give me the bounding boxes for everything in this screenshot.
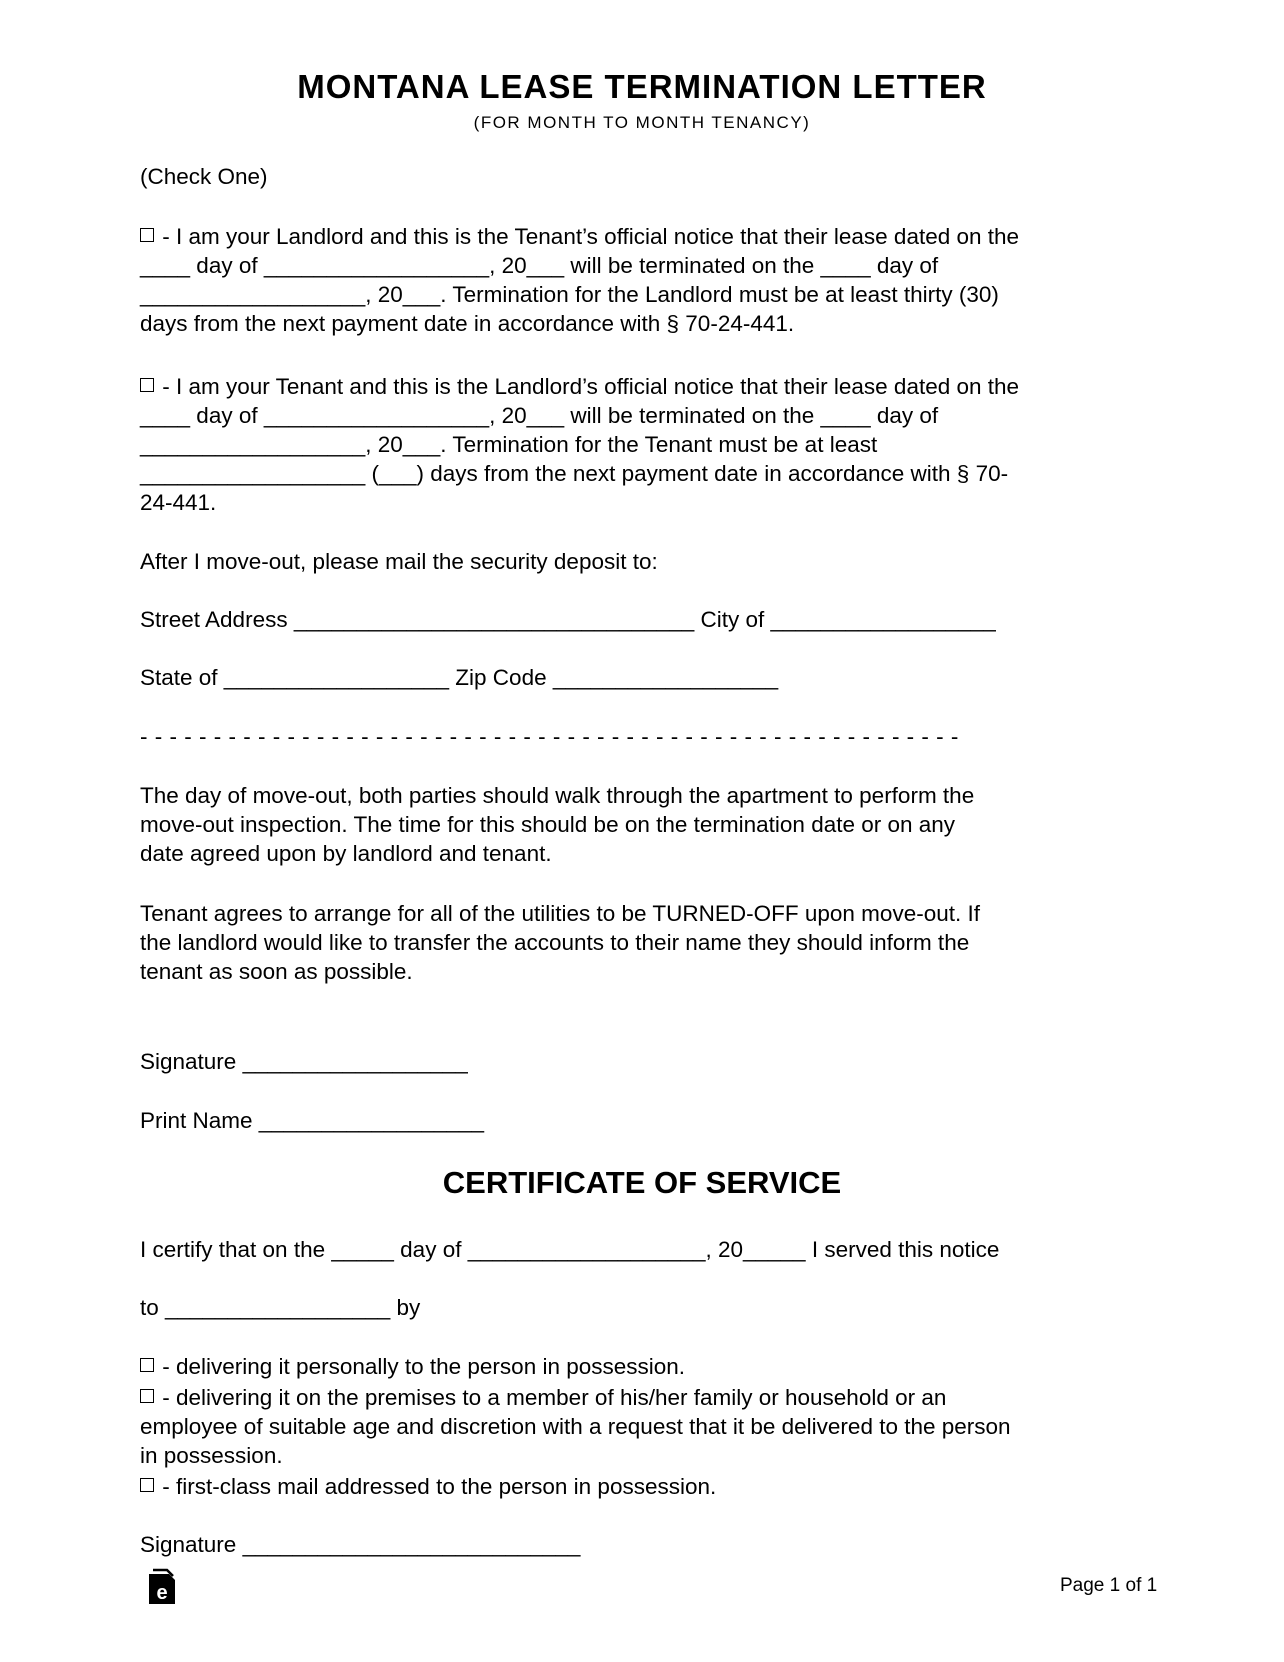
inspection-line1: The day of move-out, both parties should walk through the apartment to perform the (140, 783, 975, 808)
separator-line: - - - - - - - - - - - - - - - - - - - - - - - - - - - - - - - - - - - - - - - - - - - - - - - - - - - - - - - - (140, 724, 959, 749)
check-one-label: (Check One) (140, 164, 268, 189)
tenant-option-line3: __________________, 20___. Termination for the Tenant must be at least (140, 432, 878, 457)
tenant-option-line5: 24-441. (140, 490, 217, 515)
certificate-title: CERTIFICATE OF SERVICE (442, 1165, 842, 1200)
landlord-option-line3: __________________, 20___. Termination for the Landlord must be at least thirty (30) (140, 282, 999, 307)
svg-text:e: e (156, 1582, 168, 1604)
utilities-line2: the landlord would like to transfer the accounts to their name they should inform the (140, 930, 970, 955)
page-number: Page 1 of 1 (1060, 1575, 1158, 1596)
utilities-line3: tenant as soon as possible. (140, 959, 413, 984)
service-option-premises-line3: in possession. (140, 1443, 283, 1468)
utilities-line1: Tenant agrees to arrange for all of the utilities to be TURNED-OFF upon move-out. If (140, 901, 980, 926)
tenant-checkbox[interactable] (140, 378, 154, 392)
inspection-line3: date agreed upon by landlord and tenant. (140, 841, 552, 866)
landlord-option-line2: ____ day of __________________, 20___ will be terminated on the ____ day of (140, 253, 939, 278)
document-subtitle: (FOR MONTH TO MONTH TENANCY) (473, 113, 811, 132)
signature-line[interactable]: Signature __________________ (140, 1049, 468, 1074)
landlord-checkbox[interactable] (140, 228, 154, 242)
mail-delivery-checkbox[interactable] (140, 1478, 154, 1492)
premises-delivery-checkbox[interactable] (140, 1389, 154, 1403)
landlord-option-line4: days from the next payment date in accordance with § 70-24-441. (140, 311, 795, 336)
service-option-premises: - delivering it on the premises to a member of his/her family or household or an (140, 1383, 946, 1412)
certificate-signature-line[interactable]: Signature ___________________________ (140, 1532, 581, 1557)
tenant-option-line4: __________________ (___) days from the next payment date in accordance with § 70- (140, 461, 1009, 486)
street-address-line[interactable]: Street Address ________________________________ City of __________________ (140, 607, 996, 632)
service-option-premises-line2: employee of suitable age and discretion with a request that it be delivered to the person (140, 1414, 1011, 1439)
personal-delivery-checkbox[interactable] (140, 1358, 154, 1372)
document-title: MONTANA LEASE TERMINATION LETTER (297, 68, 987, 105)
tenant-option-line2: ____ day of __________________, 20___ will be terminated on the ____ day of (140, 403, 939, 428)
deposit-intro: After I move-out, please mail the security deposit to: (140, 549, 658, 574)
service-option-mail: - first-class mail addressed to the person in possession. (140, 1472, 716, 1501)
eforms-logo-icon (147, 1568, 177, 1606)
tenant-option-line1: - I am your Tenant and this is the Landlord’s official notice that their lease dated on the (140, 372, 1019, 401)
certificate-line1[interactable]: I certify that on the _____ day of ___________________, 20_____ I served this notice (140, 1237, 1000, 1262)
service-option-personal: - delivering it personally to the person in possession. (140, 1352, 685, 1381)
print-name-line[interactable]: Print Name __________________ (140, 1108, 485, 1133)
inspection-line2: move-out inspection. The time for this should be on the termination date or on any (140, 812, 956, 837)
state-zip-line[interactable]: State of __________________ Zip Code __________________ (140, 665, 779, 690)
landlord-option-line1: - I am your Landlord and this is the Tenant’s official notice that their lease dated on the (140, 222, 1019, 251)
certificate-line2[interactable]: to __________________ by (140, 1295, 421, 1320)
